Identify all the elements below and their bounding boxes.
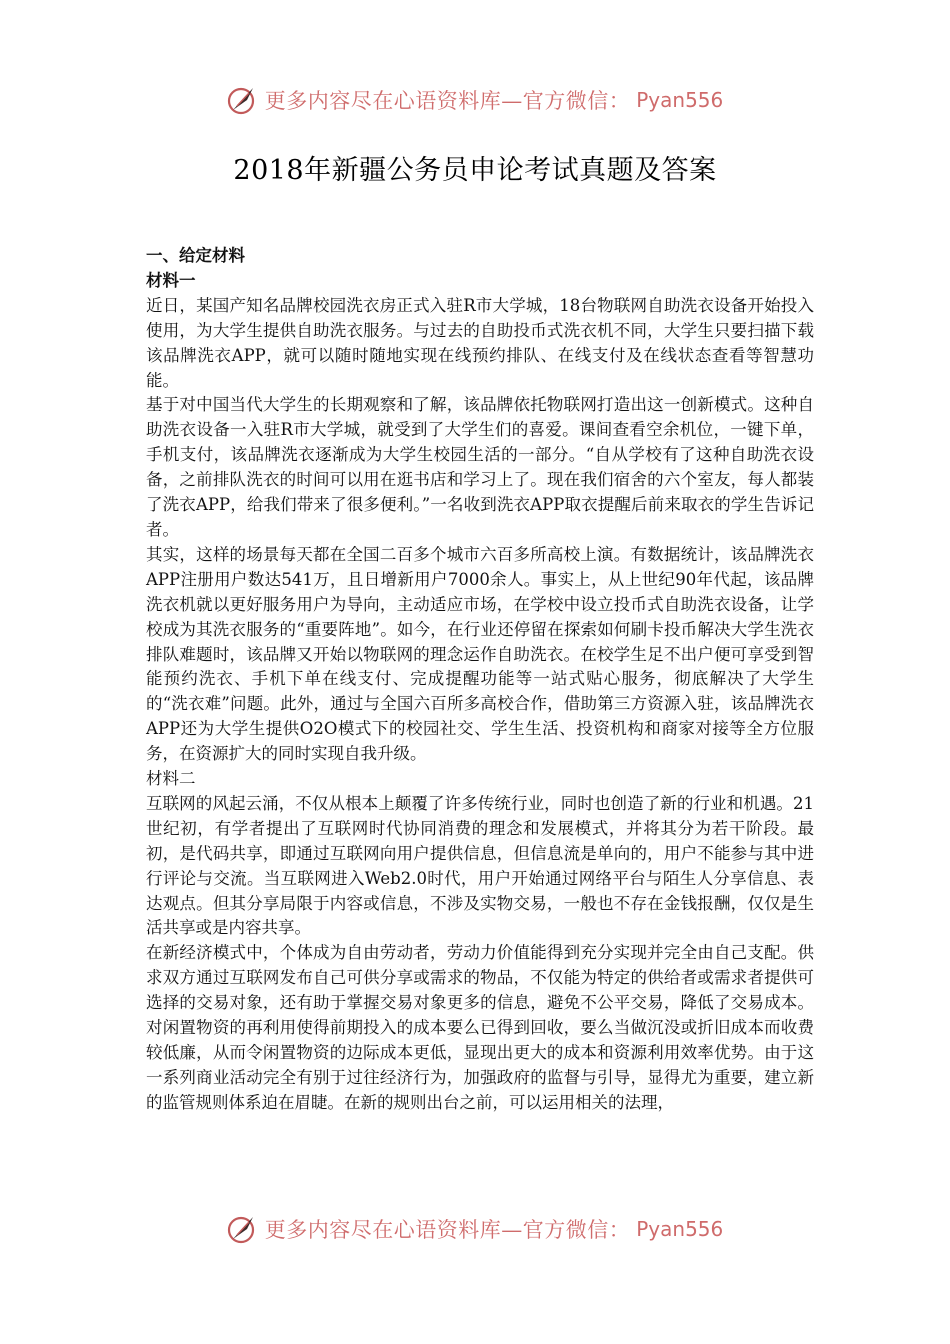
material1-paragraph-3: 其实，这样的场景每天都在全国二百多个城市六百多所高校上演。有数据统计，该品牌洗衣APP注册用户数达541万，且日增新用户7000余人。事实上，从上世纪90年代起，该品牌洗衣机就以更好服务用户为导向，主动适应市场，在学校中设立投币式自助洗衣设备，让学校成为其洗衣服务的“重要阵地”。如今，在行业还停留在探索如何刷卡投币解决大学生洗衣排队难题时，该品牌又开始以物联网的理念运作自助洗衣。在校学生足不出户便可享受到智能预约洗衣、手机下单在线支付、完成提醒功能等一站式贴心服务，彻底解决了大学生的“洗衣难”问题。此外，通过与全国六百所多高校合作，借助第三方资源入驻，该品牌洗衣APP还为大学生提供O2O模式下的校园社交、学生生活、投资机构和商家对接等全方位服务，在资源扩大的同时实现自我升级。 bbox=[146, 544, 814, 764]
material2-heading: 材料二 bbox=[146, 769, 196, 789]
quill-logo-icon bbox=[227, 84, 259, 116]
banner-wechat-id: Pyan556 bbox=[636, 88, 724, 112]
footer-watermark-banner bbox=[0, 1209, 950, 1249]
banner-text: 更多内容尽在心语资料库—官方微信： bbox=[264, 89, 631, 113]
document-body bbox=[146, 244, 814, 1116]
quill-logo-icon bbox=[227, 1213, 259, 1245]
material2-paragraph-2: 在新经济模式中，个体成为自由劳动者，劳动力价值能得到充分实现并完全由自己支配。供求双方通过互联网发布自己可供分享或需求的物品，不仅能为特定的供给者或需求者提供可选择的交易对象，还有助于掌握交易对象更多的信息，避免不公平交易，降低了交易成本。对闲置物资的再利用使得前期投入的成本要么已得到回收，要么当做沉没或折旧成本而收费较低廉，从而令闲置物资的边际成本更低，显现出更大的成本和资源利用效率优势。由于这一系列商业活动完全有别于过往经济行为，加强政府的监督与引导，显得尤为重要，建立新的监管规则体系迫在眉睫。在新的规则出台之前，可以运用相关的法理， bbox=[146, 943, 814, 1112]
document-title: 2018年新疆公务员申论考试真题及答案 bbox=[233, 155, 717, 186]
banner-wechat-id: Pyan556 bbox=[636, 1217, 724, 1241]
material1-paragraph-1: 近日，某国产知名品牌校园洗衣房正式入驻R市大学城，18台物联网自助洗衣设备开始投入使用，为大学生提供自助洗衣服务。与过去的自助投币式洗衣机不同，大学生只要扫描下载该品牌洗衣APP，就可以随时随地实现在线预约排队、在线支付及在线状态查看等智慧功能。 bbox=[146, 295, 814, 390]
material1-heading: 材料一 bbox=[146, 270, 196, 290]
banner-text: 更多内容尽在心语资料库—官方微信： bbox=[264, 1218, 631, 1242]
material1-paragraph-2: 基于对中国当代大学生的长期观察和了解，该品牌依托物联网打造出这一创新模式。这种自助洗衣设备一入驻R市大学城，就受到了大学生们的喜爱。课间查看空余机位，一键下单，手机支付，该品牌洗衣逐渐成为大学生校园生活的一部分。“自从学校有了这种自助洗衣设备，之前排队洗衣的时间可以用在逛书店和学习上了。现在我们宿舍的六个室友，每人都装了洗衣APP，给我们带来了很多便利。”一名收到洗衣APP取衣提醒后前来取衣的学生告诉记者。 bbox=[146, 395, 814, 539]
material2-paragraph-1: 互联网的风起云涌，不仅从根本上颠覆了许多传统行业，同时也创造了新的行业和机遇。21世纪初，有学者提出了互联网时代协同消费的理念和发展模式，并将其分为若干阶段。最初，是代码共享，即通过互联网向用户提供信息，但信息流是单向的，用户不能参与其中进行评论与交流。当互联网进入Web2.0时代，用户开始通过网络平台与陌生人分享信息、表达观点。但其分享局限于内容或信息，不涉及实物交易，一般也不存在金钱报酬，仅仅是生活共享或是内容共享。 bbox=[146, 793, 814, 938]
section-heading: 一、给定材料 bbox=[146, 246, 245, 265]
header-watermark-banner bbox=[0, 80, 950, 120]
